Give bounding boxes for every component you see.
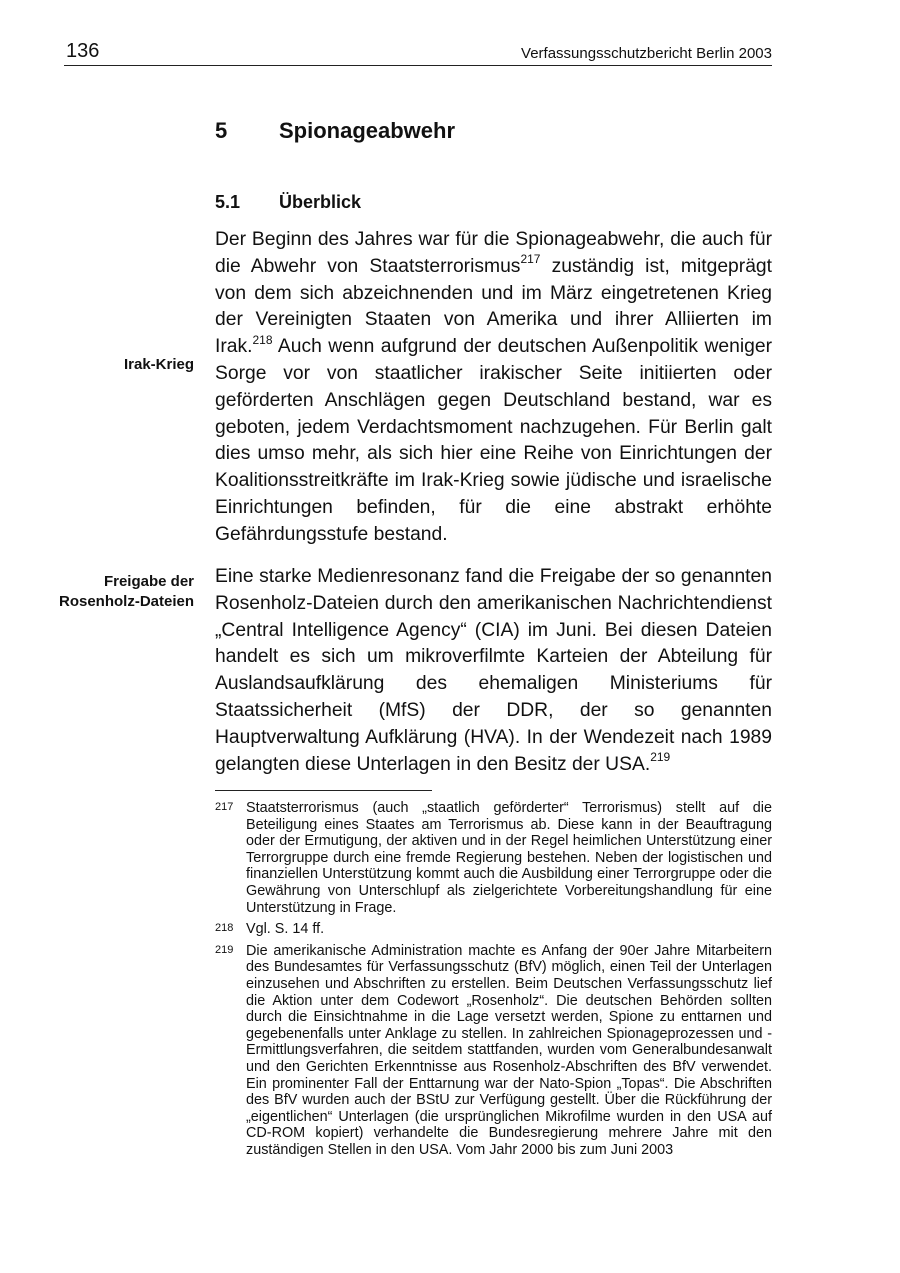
footnote-text: Die amerikanische Administration machte es Anfang der 90er Jahre Mitarbeitern des Bundesamtes für Verfassungsschutz (BfV) möglich, einen Teil der Unterlagen einzusehen und Abschriften zu erstellen. Beim Deutschen Verfassungsschutz lief die Aktion unter dem Codewort „Rosenholz“. Die deutschen Behörden sollten durch die Einsichtnahme in die Lage versetzt werden, Spione zu enttarnen und gegebenenfalls unter Anklage zu stellen. In zahlreichen Spionageprozessen und -Ermittlungsverfahren, die seitdem stattfanden, wurden vom Generalbundesanwalt und den Gerichten Erkenntnisse aus Rosenholz-Abschriften des BfV verwendet. Ein prominenter Fall der Enttarnung war der Nato-Spion „Topas“. Die Abschriften des BfV wurden auch der BStU zur Verfügung gestellt. Über die Rückführung der „eigentlichen“ Unterlagen (die ursprünglichen Mikrofilme wurden in den USA auf CD-ROM kopiert) verhandelte die Bundesregierung mehrere Jahre mit den zuständigen Stellen in den USA. Vom Jahr 2000 bis zum Juni 2003 (246, 942, 772, 1158)
footnote-number: 218 (215, 922, 234, 935)
footnote-number: 219 (215, 943, 234, 956)
para2-text-a: Eine starke Medienresonanz fand die Freigabe der so genannten Rosenholz-Dateien durch den amerikanischen Nachrichtendienst „Central Intelligence Agency“ (CIA) im Juni. Bei diesen Dateien handelt es sich um mikroverfilmte Karteien der Abteilung für Auslandsaufklärung des ehemaligen Ministeriums für Staatssicherheit (MfS) der DDR, der so genannten Hauptverwaltung Aufklärung (HVA). In der Wendezeit nach 1989 gelangten diese Unterlagen in den Besitz der USA. (215, 566, 772, 775)
footnote-number: 217 (215, 801, 234, 813)
margin-note-irak (124, 355, 194, 375)
footnote-218 (215, 921, 772, 938)
margin-note-rosenholz-line2: Rosenholz-Dateien (58, 593, 194, 610)
body-paragraph-1 (215, 227, 772, 549)
page-number: 136 (66, 40, 100, 62)
header-rule (64, 65, 772, 66)
footnote-ref-217[interactable]: 217 (520, 252, 541, 267)
footnote-219 (215, 943, 772, 1159)
para1-text-b: zuständig ist, mitgeprägt von dem sich abzeichnenden und im März eingetretenen Krieg der Vereinigten Staaten von Amerika und ihrer Alliierten im Irak. (215, 255, 772, 358)
para1-text-c: Auch wenn aufgrund der deutschen Außenpolitik weniger Sorge vor von staatlicher irakischer Seite initiierten oder geförderten Anschlägen gegen Deutschland bestand, war es geboten, jedem Verdachtsmoment nachzugehen. Für Berlin galt dies umso mehr, als sich hier eine Reihe von Einrichtungen der Koalitionsstreitkräfte im Irak-Krieg sowie jüdische und israelische Einrichtungen befinden, für die eine abstrakt erhöhte Gefährdungsstufe bestand. (215, 336, 772, 545)
footnote-ref-218[interactable]: 218 (252, 332, 273, 347)
footnote-text: Staatsterrorismus (auch „staatlich geförderter“ Terrorismus) stellt auf die Beteiligung eines Staates am Terrorismus ab. Diese kann in der Beauftragung oder der Ermutigung, der aktiven und in der Regel heimlichen Unterstützung einer Terrorgruppe durch eine fremde Regierung bestehen. Neben der logistischen und finanziellen Unterstützung kommt auch die Ausbildung einer Terrorgruppe oder die Gewährung von Unterschlupf als zielgerichtete Vorbereitungshandlung für eine Unterstützung in Frage. (246, 800, 772, 916)
section-title: Überblick (279, 192, 362, 212)
chapter-title: Spionageabwehr (279, 118, 456, 143)
section-number: 5.1 (215, 192, 241, 212)
para1-text-a: Der Beginn des Jahres war für die Spionageabwehr, die auch für die Abwehr von Staatsterrorismus (215, 229, 772, 277)
chapter-number: 5 (215, 118, 228, 143)
margin-note-rosenholz (59, 572, 194, 612)
footnote-rule (215, 790, 432, 791)
margin-note-irak-text: Irak-Krieg (123, 356, 194, 373)
body-paragraph-2 (215, 564, 772, 778)
section-heading (215, 192, 361, 213)
margin-note-rosenholz-line1: Freigabe der (103, 573, 194, 590)
footnote-text: Vgl. S. 14 ff. (246, 921, 325, 938)
running-head: Verfassungsschutzbericht Berlin 2003 (521, 45, 772, 62)
footnote-ref-219[interactable]: 219 (650, 750, 671, 765)
footnotes (215, 800, 772, 1163)
chapter-heading (215, 118, 455, 144)
footnote-217 (215, 800, 772, 916)
